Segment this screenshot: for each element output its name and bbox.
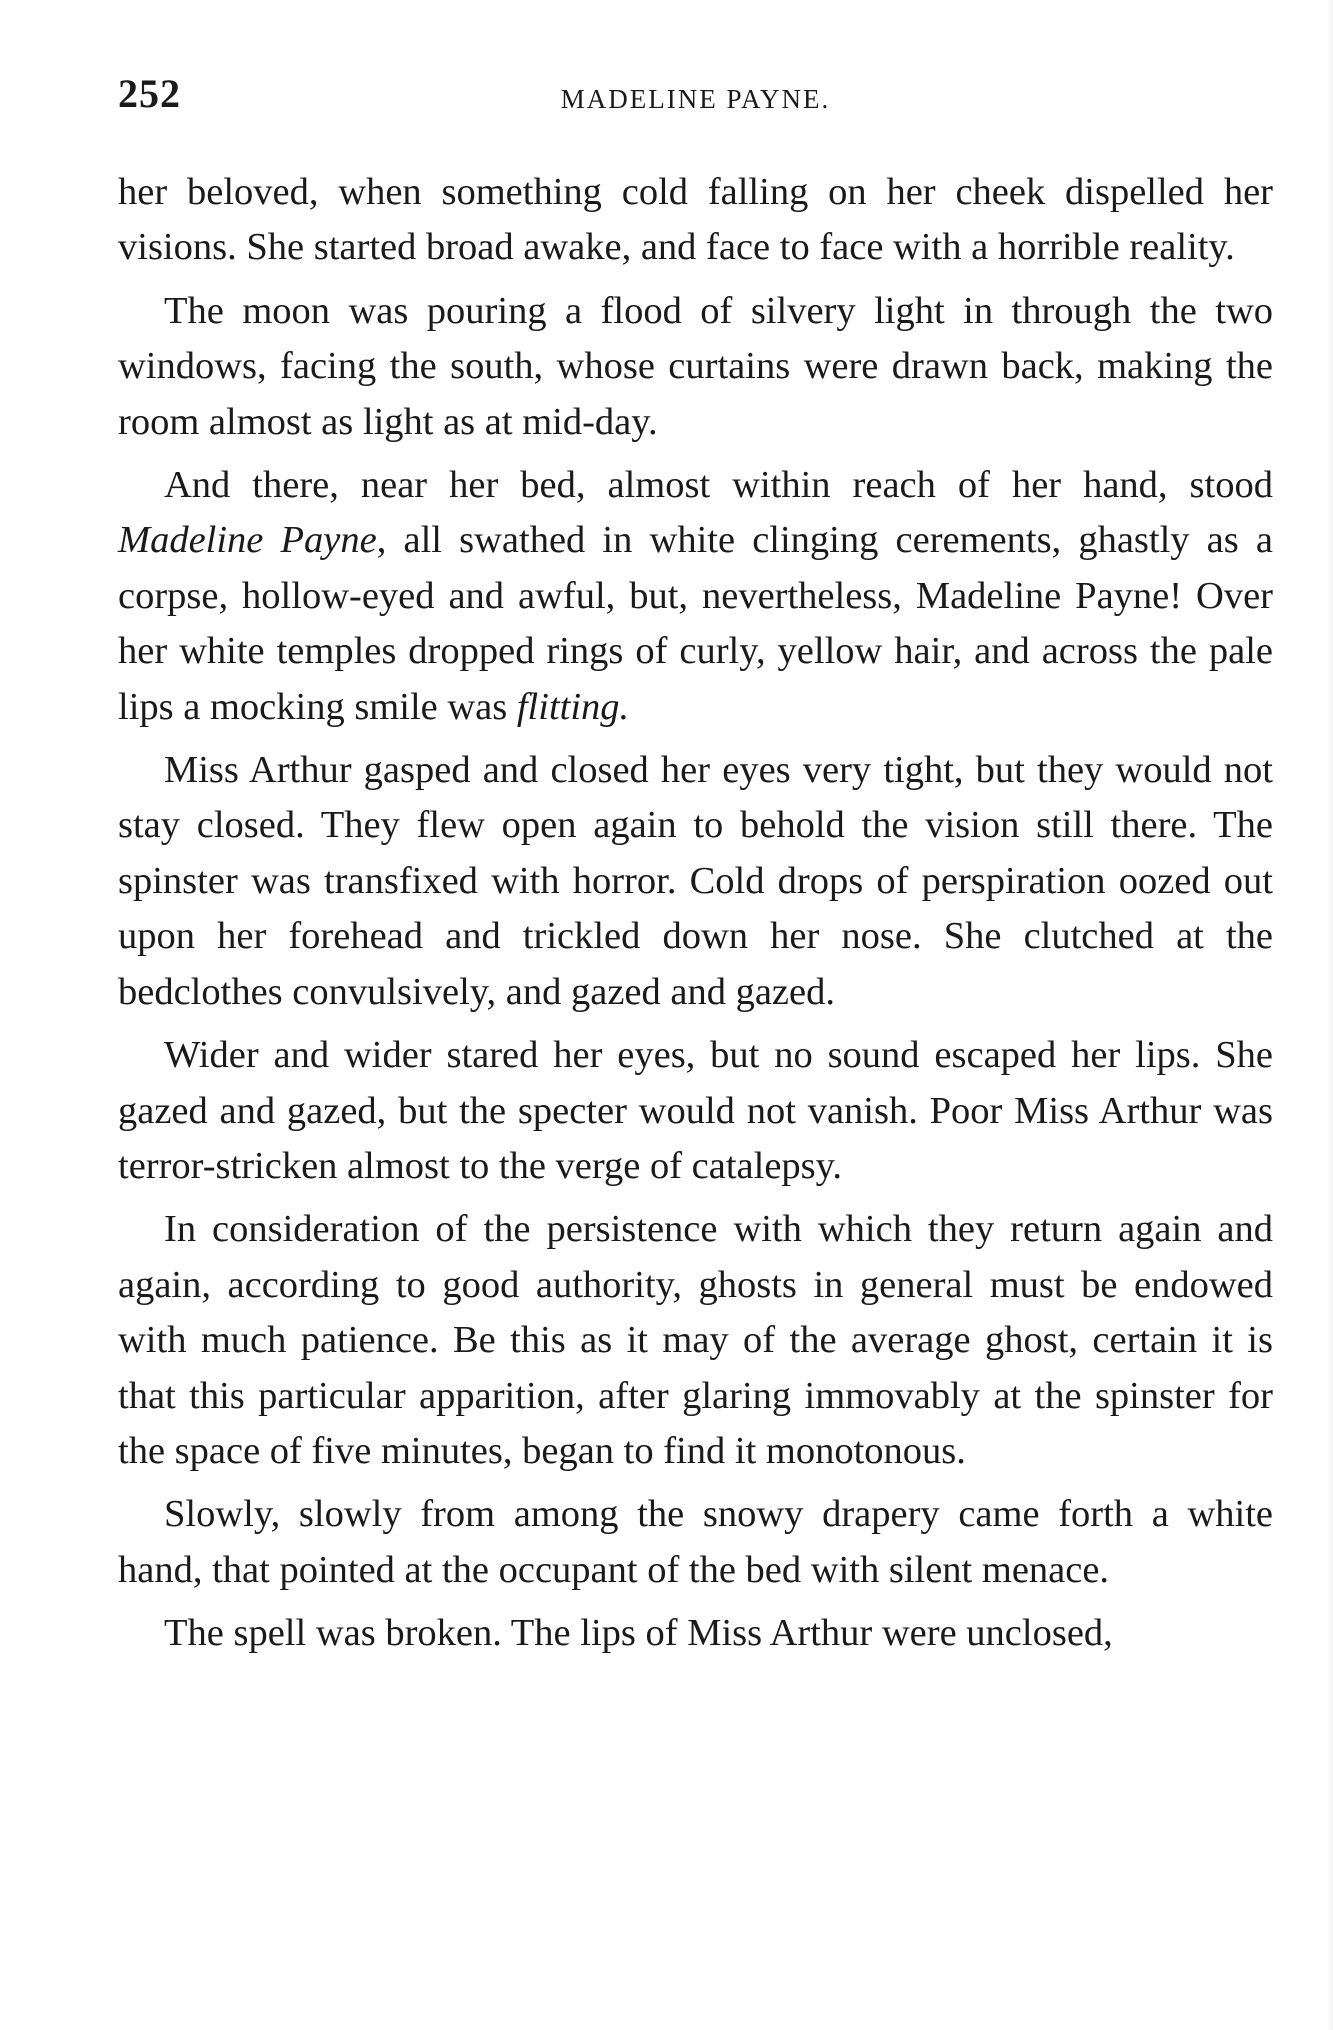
- paragraph: [118, 1028, 1273, 1194]
- paragraph-continuation: [118, 165, 1273, 276]
- running-head: MADELINE PAYNE.: [560, 84, 831, 114]
- text-segment: In consideration of the persistence with which they return again and again, according to good authority, ghosts in general must be endowed with much patience. Be this as it may of the average ghost, certain it is that this particular apparition, after glaring immovably at the spinster for the space of five minutes, began to find it monotonous.: [118, 1208, 1273, 1472]
- paragraph: [118, 284, 1273, 450]
- text-segment: Miss Arthur gasped and closed her eyes very tight, but they would not stay closed. They flew open again to behold the vision still there. The spinster was transfixed with horror. Cold drops of perspiration oozed out upon her forehead and trickled down her nose. She clutched at the bedclothes convulsively, and gazed and gazed.: [118, 749, 1273, 1013]
- paragraph: [118, 1202, 1273, 1479]
- page-number: 252: [118, 71, 181, 116]
- text-segment: , all swathed in white clinging cerements, ghastly as a corpse, hollow-eyed and awful, but, nevertheless, Madeline Payne! Over her white temples dropped rings of curly, yellow hair, and across the pale lips a mocking smile was: [118, 519, 1273, 728]
- paragraph: [118, 743, 1273, 1020]
- text-segment: her beloved, when something cold falling on her cheek dispelled her visions. She started broad awake, and face to face with a horrible reality.: [118, 171, 1273, 269]
- text-segment: The moon was pouring a flood of silvery light in through the two windows, facing the south, whose curtains were drawn back, making the room almost as light as at mid-day.: [118, 289, 1273, 443]
- page-header: [118, 70, 1273, 130]
- italic-word: flitting.: [516, 685, 630, 728]
- italic-name: Madeline Payne: [118, 519, 377, 562]
- paragraph: [118, 1487, 1273, 1598]
- text-segment: And there, near her bed, almost within reach of her hand, stood: [164, 464, 1273, 507]
- paragraph: [118, 458, 1273, 735]
- page-edge-shadow: [1327, 0, 1333, 2030]
- body-text: [118, 165, 1273, 1662]
- text-segment: Slowly, slowly from among the snowy drapery came forth a white hand, that pointed at the occupant of the bed with silent menace.: [118, 1493, 1273, 1591]
- text-segment: The spell was broken. The lips of Miss Arthur were unclosed,: [164, 1612, 1113, 1655]
- paragraph: [118, 1606, 1273, 1661]
- text-segment: Wider and wider stared her eyes, but no sound escaped her lips. She gazed and gazed, but the specter would not vanish. Poor Miss Arthur was terror-stricken almost to the verge of catalepsy.: [118, 1034, 1273, 1187]
